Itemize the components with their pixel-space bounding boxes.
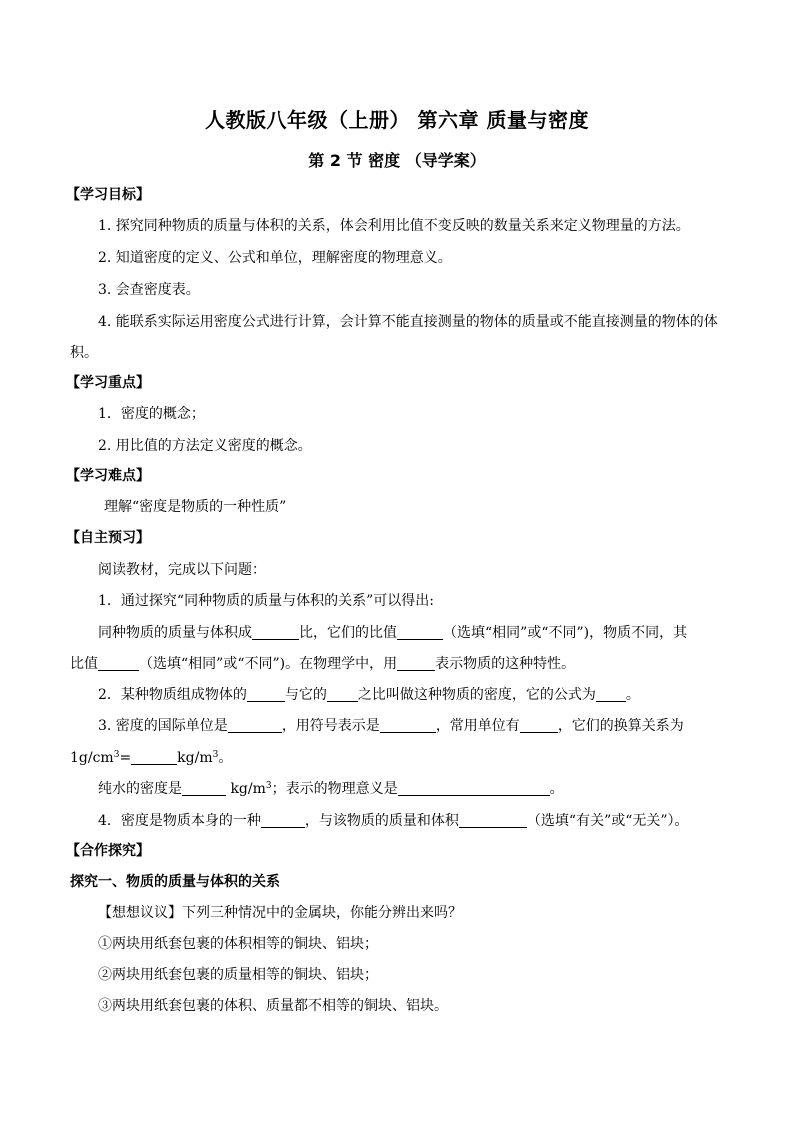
question-3-line-c: 纯水的密度是 $kg/m^3$；表示的物理意义是 。 <box>98 781 564 797</box>
answer-blank[interactable] <box>459 813 527 828</box>
goal-item: 3. 会查密度表。 <box>98 282 200 298</box>
answer-blank[interactable] <box>596 687 626 702</box>
case-item: ①两块用纸套包裹的体积相等的铜块、铝块； <box>98 936 378 952</box>
goal-item: 2. 知道密度的定义、公式和单位，理解密度的物理意义。 <box>98 250 452 266</box>
focus-item: 1．密度的概念； <box>98 406 205 422</box>
answer-blank[interactable] <box>182 781 226 796</box>
question-4: 4．密度是物质本身的一种 ，与该物质的质量和体积 （选填“有关”或“无关”）。 <box>98 813 689 829</box>
answer-blank[interactable] <box>397 656 435 671</box>
goal-item-continued: 积。 <box>70 345 98 361</box>
answer-blank[interactable] <box>398 781 550 796</box>
difficulty-heading: 【学习难点】 <box>66 468 150 484</box>
explore-1-title: 探究一、物质的质量与体积的关系 <box>70 874 280 890</box>
difficulty-text: 理解“密度是物质的一种性质” <box>104 499 287 515</box>
focus-item: 2. 用比值的方法定义密度的概念。 <box>98 438 312 454</box>
question-1-intro: 1．通过探究“同种物质的质量与体积的关系”可以得出: <box>98 593 434 609</box>
answer-blank[interactable] <box>520 718 558 733</box>
answer-blank[interactable] <box>261 813 305 828</box>
case-item: ②两块用纸套包裹的质量相等的铜块、铝块； <box>98 967 378 983</box>
goal-item: 4. 能联系实际运用密度公式进行计算，会计算不能直接测量的物体的质量或不能直接测量的物体的体 <box>98 314 718 330</box>
answer-blank[interactable] <box>397 625 443 640</box>
goals-heading: 【学习目标】 <box>66 187 150 203</box>
document-subtitle: 第 2 节 密度 （导学案） <box>308 151 486 170</box>
focus-heading: 【学习重点】 <box>66 375 150 391</box>
answer-blank[interactable] <box>380 718 436 733</box>
question-3-line-b: $1g/cm^3= kg/m^3$。 <box>70 750 233 766</box>
question-2: 2．某种物质组成物体的 与它的 之比叫做这种物质的密度，它的公式为 。 <box>98 687 640 703</box>
case-item: ③两块用纸套包裹的体积、质量都不相等的铜块、铝块。 <box>98 998 448 1014</box>
question-1-line-b: 比值 （选填“相同”或“不同”)。在物理学中，用 表示物质的这种特性。 <box>70 656 576 672</box>
document-title: 人教版八年级（上册） 第六章 质量与密度 <box>205 108 589 132</box>
answer-blank[interactable] <box>98 656 139 671</box>
answer-blank[interactable] <box>228 718 282 733</box>
preview-heading: 【自主预习】 <box>66 530 150 546</box>
cooperation-heading: 【合作探究】 <box>66 843 150 859</box>
question-3-line-a: 3. 密度的国际单位是 ，用符号表示是 ，常用单位有 ，它们的换算关系为 <box>98 718 684 734</box>
answer-blank[interactable] <box>131 750 177 765</box>
preview-intro: 阅读教材，完成以下问题： <box>98 562 266 578</box>
goal-item: 1. 探究同种物质的质量与体积的关系，体会利用比值不变反映的数量关系来定义物理量的方法。 <box>98 218 690 234</box>
answer-blank[interactable] <box>327 687 358 702</box>
question-1-line-a: 同种物质的质量与体积成 比，它们的比值 （选填“相同”或“不同”)，物质不同，其 <box>98 625 688 641</box>
answer-blank[interactable] <box>252 625 299 640</box>
answer-blank[interactable] <box>247 687 285 702</box>
think-prompt: 【想想议议】下列三种情况中的金属块，你能分辨出来吗？ <box>98 905 462 921</box>
